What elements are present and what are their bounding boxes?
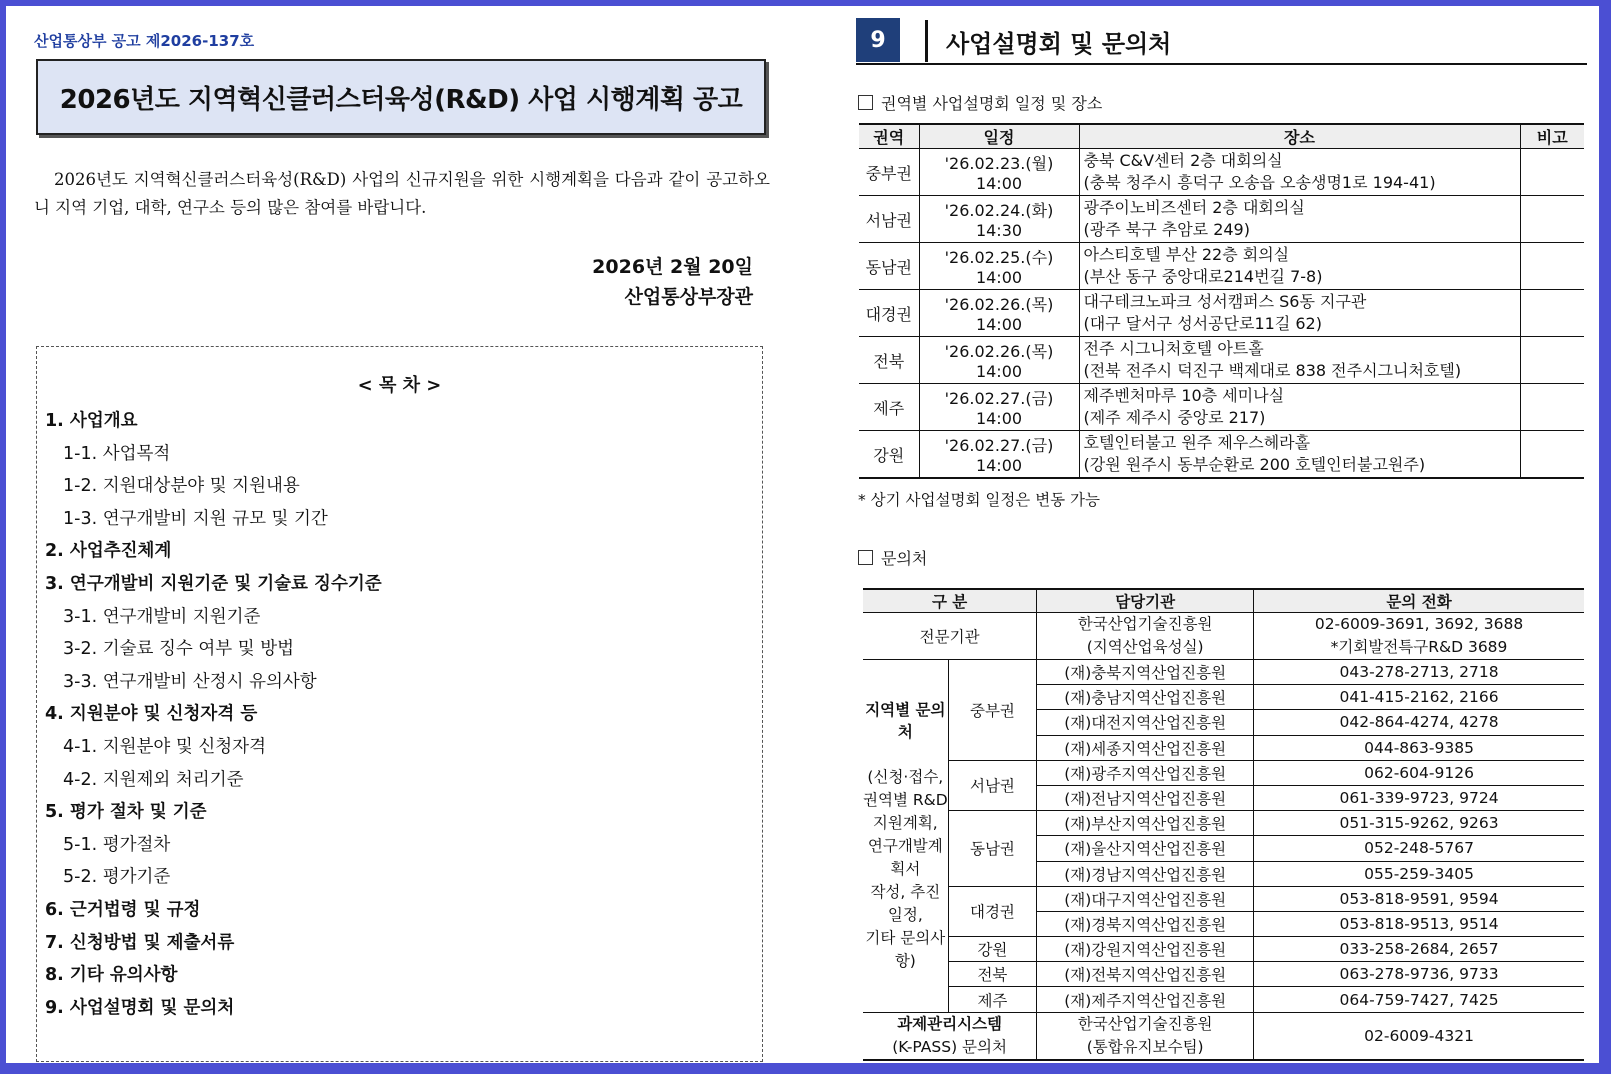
schedule-address: (강원 원주시 동부순환로 200 호텔인터불고원주) — [1083, 455, 1426, 474]
intro-paragraph: 2026년도 지역혁신클러스터육성(R&D) 사업의 신규지원을 위한 시행계획을 다음과 같이 공고하오니 지역 기업, 대학, 연구소 등의 많은 참여를 바랍니다. — [34, 170, 770, 217]
toc-title: < 목 차 > — [357, 375, 442, 396]
header-category: 구 분 — [863, 589, 1037, 613]
contact-header-row — [863, 589, 1584, 613]
announcement-date: 2026년 2월 20일 — [592, 256, 753, 278]
contact-agency: (재)전북지역산업진흥원 — [1037, 962, 1254, 987]
schedule-remark — [1520, 384, 1584, 431]
contact-region-group: 전북 — [948, 962, 1037, 987]
expert-agency — [1037, 613, 1254, 660]
schedule-region: 중부권 — [859, 149, 919, 196]
expert-phone-main: 02-6009-3691, 3692, 3688 — [1314, 615, 1524, 633]
schedule-row — [859, 290, 1584, 337]
schedule-row — [859, 384, 1584, 431]
schedule-row — [859, 149, 1584, 196]
contact-heading — [858, 546, 927, 569]
contact-row — [863, 962, 1584, 987]
regional-contact-desc: 권역별 R&D — [863, 791, 948, 810]
schedule-remark — [1520, 290, 1584, 337]
contact-row — [863, 811, 1584, 836]
contact-phone: 062-604-9126 — [1254, 760, 1584, 785]
schedule-venue: 제주벤처마루 10층 세미나실 — [1083, 386, 1285, 405]
schedule-place — [1079, 337, 1520, 384]
contact-agency: (재)광주지역산업진흥원 — [1037, 760, 1254, 785]
toc-item: 7. 신청방법 및 제출서류 — [45, 932, 235, 953]
table-of-contents — [36, 346, 763, 1062]
toc-item: 1-1. 사업목적 — [63, 443, 171, 464]
toc-item: 8. 기타 유의사항 — [45, 965, 178, 986]
contact-phone: 042-864-4274, 4278 — [1254, 710, 1584, 735]
contact-agency: (재)울산지역산업진흥원 — [1037, 836, 1254, 861]
schedule-place — [1079, 384, 1520, 431]
schedule-date: '26.02.26.(목) 14:00 — [919, 290, 1079, 337]
contact-heading-text: 문의처 — [881, 549, 928, 568]
contact-phone: 041-415-2162, 2166 — [1254, 685, 1584, 710]
schedule-address: (대구 달서구 성서공단로11길 62) — [1083, 314, 1322, 333]
contact-region-group: 동남권 — [948, 811, 1037, 887]
contact-agency: (재)경북지역산업진흥원 — [1037, 911, 1254, 936]
contact-row-kpass — [863, 1012, 1584, 1060]
kpass-agency-name: 한국산업기술진흥원 — [1077, 1014, 1213, 1033]
contact-row — [863, 660, 1584, 685]
regional-contact-desc: 작성, 추진일정, — [870, 883, 941, 925]
schedule-region: 서남권 — [859, 196, 919, 243]
contact-agency: (재)제주지역산업진흥원 — [1037, 987, 1254, 1012]
contact-phone: 033-258-2684, 2657 — [1254, 937, 1584, 962]
schedule-remark — [1520, 243, 1584, 290]
header-region: 권역 — [859, 124, 919, 149]
regional-contact-desc: (신청·접수, — [867, 768, 944, 787]
schedule-heading — [858, 91, 1102, 114]
schedule-remark — [1520, 431, 1584, 479]
toc-item: 1-3. 연구개발비 지원 규모 및 기간 — [63, 508, 328, 529]
schedule-row — [859, 243, 1584, 290]
contact-phone: 043-278-2713, 2718 — [1254, 660, 1584, 685]
contact-agency: (재)대구지역산업진흥원 — [1037, 886, 1254, 911]
schedule-table — [859, 123, 1584, 479]
schedule-header-row — [859, 124, 1584, 149]
schedule-place — [1079, 431, 1520, 479]
header-date: 일정 — [919, 124, 1079, 149]
contact-phone: 061-339-9723, 9724 — [1254, 785, 1584, 810]
schedule-address: (광주 북구 추암로 249) — [1083, 220, 1250, 239]
schedule-row — [859, 196, 1584, 243]
toc-item: 6. 근거법령 및 규정 — [45, 899, 201, 920]
schedule-note: * 상기 사업설명회 일정은 변동 가능 — [858, 491, 1101, 509]
schedule-remark — [1520, 149, 1584, 196]
contact-phone: 053-818-9591, 9594 — [1254, 886, 1584, 911]
kpass-agency-team: (통합유지보수팀) — [1086, 1037, 1204, 1056]
toc-item: 2. 사업추진체계 — [45, 541, 172, 562]
contact-agency: (재)경남지역산업진흥원 — [1037, 861, 1254, 886]
header-agency: 담당기관 — [1037, 589, 1254, 613]
contact-region-group: 서남권 — [948, 760, 1037, 810]
schedule-date: '26.02.27.(금) 14:00 — [919, 431, 1079, 479]
contact-region-group: 중부권 — [948, 660, 1037, 761]
schedule-address: (부산 동구 중앙대로214번길 7-8) — [1083, 267, 1323, 286]
schedule-date: '26.02.24.(화) 14:30 — [919, 196, 1079, 243]
schedule-date: '26.02.27.(금) 14:00 — [919, 384, 1079, 431]
contact-agency: (재)전남지역산업진흥원 — [1037, 785, 1254, 810]
document-page — [6, 6, 1599, 1063]
schedule-place — [1079, 243, 1520, 290]
schedule-region: 전북 — [859, 337, 919, 384]
contact-agency: (재)충남지역산업진흥원 — [1037, 685, 1254, 710]
regional-contact-desc: 기타 문의사항) — [865, 929, 946, 971]
expert-agency-name: 한국산업기술진흥원 — [1077, 615, 1213, 633]
schedule-address: (충북 청주시 흥덕구 오송읍 오송생명1로 194-41) — [1083, 173, 1436, 192]
contact-phone: 051-315-9262, 9263 — [1254, 811, 1584, 836]
kpass-label — [863, 1012, 1037, 1060]
schedule-address: (제주 제주시 중앙로 217) — [1083, 408, 1266, 427]
header-phone: 문의 전화 — [1254, 589, 1584, 613]
kpass-label-title: 과제관리시스템 — [897, 1014, 1003, 1033]
toc-item: 3. 연구개발비 지원기준 및 기술료 징수기준 — [45, 573, 382, 594]
contact-row — [863, 886, 1584, 911]
contact-agency: (재)세종지역산업진흥원 — [1037, 735, 1254, 760]
notice-number: 산업통상부 공고 제2026-137호 — [34, 32, 255, 50]
checkbox-square-icon — [858, 95, 873, 110]
kpass-agency — [1037, 1012, 1254, 1060]
toc-item: 9. 사업설명회 및 문의처 — [45, 997, 235, 1018]
issuer: 산업통상부장관 — [624, 286, 753, 308]
schedule-remark — [1520, 337, 1584, 384]
schedule-place — [1079, 149, 1520, 196]
announcement-title: 2026년도 지역혁신클러스터육성(R&D) 사업 시행계획 공고 — [59, 84, 743, 115]
schedule-venue: 전주 시그니처호텔 아트홀 — [1083, 339, 1264, 358]
contact-row — [863, 987, 1584, 1012]
regional-contact-category — [863, 660, 948, 1013]
schedule-date: '26.02.25.(수) 14:00 — [919, 243, 1079, 290]
kpass-label-sub: (K-PASS) 문의처 — [892, 1037, 1007, 1056]
schedule-venue: 광주이노비즈센터 2층 대회의실 — [1083, 198, 1305, 217]
regional-contact-label: 지역별 문의처 — [865, 701, 946, 742]
header-place: 장소 — [1079, 124, 1520, 149]
schedule-venue: 호텔인터불고 원주 제우스헤라홀 — [1083, 433, 1311, 452]
schedule-row — [859, 337, 1584, 384]
contact-agency: (재)대전지역산업진흥원 — [1037, 710, 1254, 735]
schedule-region: 동남권 — [859, 243, 919, 290]
toc-item: 1. 사업개요 — [45, 411, 138, 431]
toc-item: 5-2. 평가기준 — [63, 867, 171, 888]
expert-phone — [1254, 613, 1584, 660]
toc-item: 4-2. 지원제외 처리기준 — [63, 769, 244, 790]
section-number-badge: 9 — [856, 18, 900, 62]
announcement-title-box — [36, 59, 766, 135]
toc-list — [45, 405, 382, 1024]
schedule-region: 대경권 — [859, 290, 919, 337]
kpass-phone: 02-6009-4321 — [1254, 1012, 1584, 1060]
contact-phone: 053-818-9513, 9514 — [1254, 911, 1584, 936]
contact-region-group: 강원 — [948, 937, 1037, 962]
schedule-venue: 충북 C&V센터 2층 대회의실 — [1083, 151, 1283, 170]
contact-table — [863, 588, 1584, 1061]
schedule-remark — [1520, 196, 1584, 243]
schedule-date: '26.02.26.(목) 14:00 — [919, 337, 1079, 384]
section-title: 사업설명회 및 문의처 — [946, 30, 1172, 58]
contact-row — [863, 760, 1584, 785]
schedule-row — [859, 431, 1584, 479]
header-note: 비고 — [1520, 124, 1584, 149]
toc-item: 1-2. 지원대상분야 및 지원내용 — [63, 476, 300, 497]
contact-phone: 063-278-9736, 9733 — [1254, 962, 1584, 987]
contact-phone: 044-863-9385 — [1254, 735, 1584, 760]
checkbox-square-icon — [858, 550, 873, 565]
toc-item: 3-2. 기술료 징수 여부 및 방법 — [63, 639, 295, 660]
contact-row — [863, 937, 1584, 962]
contact-region-group: 제주 — [948, 987, 1037, 1012]
section-divider — [925, 20, 928, 62]
schedule-region: 제주 — [859, 384, 919, 431]
expert-label: 전문기관 — [863, 613, 1037, 660]
contact-phone: 055-259-3405 — [1254, 861, 1584, 886]
expert-phone-special: *기회발전특구R&D 3689 — [1330, 638, 1508, 656]
section-underline — [856, 63, 1587, 65]
toc-item: 3-3. 연구개발비 산정시 유의사항 — [63, 671, 317, 692]
toc-item: 3-1. 연구개발비 지원기준 — [63, 606, 261, 627]
schedule-date: '26.02.23.(월) 14:00 — [919, 149, 1079, 196]
schedule-venue: 대구테크노파크 성서캠퍼스 S6동 지구관 — [1083, 292, 1367, 311]
schedule-place — [1079, 290, 1520, 337]
contact-agency: (재)부산지역산업진흥원 — [1037, 811, 1254, 836]
toc-item: 5. 평가 절차 및 기준 — [45, 802, 207, 823]
schedule-place — [1079, 196, 1520, 243]
toc-item: 4. 지원분야 및 신청자격 등 — [45, 704, 258, 725]
contact-region-group: 대경권 — [948, 886, 1037, 936]
contact-phone: 052-248-5767 — [1254, 836, 1584, 861]
schedule-venue: 아스티호텔 부산 22층 회의실 — [1083, 245, 1290, 264]
toc-item: 4-1. 지원분야 및 신청자격 — [63, 736, 266, 757]
toc-item: 5-1. 평가절차 — [63, 834, 171, 855]
expert-agency-dept: (지역산업육성실) — [1086, 638, 1204, 656]
schedule-region: 강원 — [859, 431, 919, 479]
contact-phone: 064-759-7427, 7425 — [1254, 987, 1584, 1012]
contact-row-expert — [863, 613, 1584, 660]
contact-agency: (재)강원지역산업진흥원 — [1037, 937, 1254, 962]
contact-agency: (재)충북지역산업진흥원 — [1037, 660, 1254, 685]
regional-contact-desc: 지원계획, — [872, 814, 938, 833]
schedule-address: (전북 전주시 덕진구 백제대로 838 전주시그니처호텔) — [1083, 361, 1462, 380]
regional-contact-desc: 연구개발계획서 — [867, 837, 943, 879]
schedule-heading-text: 권역별 사업설명회 일정 및 장소 — [881, 94, 1103, 113]
